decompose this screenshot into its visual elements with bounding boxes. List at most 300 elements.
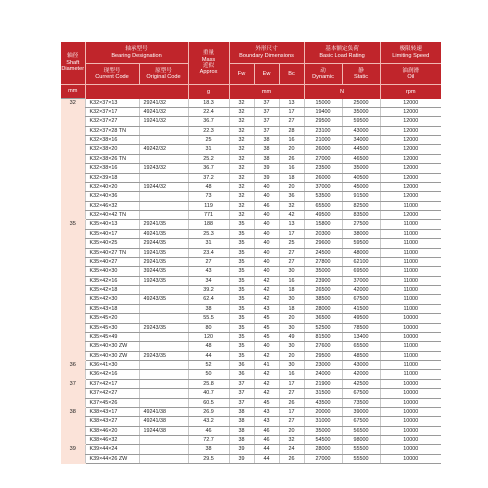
bearing-designation-header <box>85 42 188 64</box>
dynamic-load-cell: 29600 <box>304 239 342 248</box>
original-code-cell <box>139 379 188 388</box>
fw-cell: 32 <box>229 192 254 201</box>
fw-cell: 32 <box>229 164 254 173</box>
bc-cell: 27 <box>279 117 304 126</box>
bc-cell: 26 <box>279 454 304 463</box>
original-code-cell <box>139 154 188 163</box>
ew-cell: 45 <box>254 398 279 407</box>
original-code-header: 原型号 Original Code <box>139 64 188 85</box>
current-code-cell: K38×43×27 <box>85 417 139 426</box>
original-code-cell <box>139 286 188 295</box>
mass-cell: 55.5 <box>188 314 229 323</box>
current-code-cell: K35×40×30 ZW <box>85 351 139 360</box>
table-row <box>61 379 441 388</box>
current-code-cell: K35×43×18 <box>85 304 139 313</box>
dynamic-load-cell: 31500 <box>304 389 342 398</box>
bc-cell: 16 <box>279 370 304 379</box>
static-load-cell: 41500 <box>342 304 380 313</box>
dynamic-load-cell: 19400 <box>304 107 342 116</box>
fw-cell: 36 <box>229 370 254 379</box>
static-load-cell: 35000 <box>342 107 380 116</box>
ew-cell: 40 <box>254 211 279 220</box>
fw-cell: 35 <box>229 332 254 341</box>
mass-cell: 43.2 <box>188 417 229 426</box>
shaft-diameter-cell: 35 <box>61 220 85 361</box>
table-row <box>61 267 441 276</box>
mass-cell: 36.7 <box>188 117 229 126</box>
table-row <box>61 295 441 304</box>
unit-mm: mm <box>61 85 85 99</box>
dynamic-load-cell: 20300 <box>304 229 342 238</box>
fw-cell: 32 <box>229 126 254 135</box>
dynamic-load-cell: 81500 <box>304 332 342 341</box>
limiting-speed-cell: 10000 <box>380 407 441 416</box>
original-code-cell: 19241/35 <box>139 248 188 257</box>
original-code-cell <box>139 314 188 323</box>
current-code-cell: K32×38×16 <box>85 136 139 145</box>
bc-cell: 20 <box>279 351 304 360</box>
fw-cell: 35 <box>229 351 254 360</box>
limiting-speed-cell: 10000 <box>380 323 441 332</box>
mass-cell: 31 <box>188 145 229 154</box>
original-code-cell <box>139 211 188 220</box>
table-row <box>61 426 441 435</box>
limiting-speed-cell: 11000 <box>380 239 441 248</box>
ew-cell: 42 <box>254 389 279 398</box>
table-row <box>61 342 441 351</box>
limiting-speed-cell: 12000 <box>380 136 441 145</box>
bc-cell: 26 <box>279 154 304 163</box>
current-code-cell: K32×37×28 TN <box>85 126 139 135</box>
bc-cell: 28 <box>279 126 304 135</box>
static-load-cell: 13400 <box>342 332 380 341</box>
bearing-designation-en: Bearing Designation <box>111 52 162 59</box>
ew-cell: 40 <box>254 248 279 257</box>
bc-cell: 32 <box>279 436 304 445</box>
fw-cell: 39 <box>229 454 254 463</box>
current-code-cell: K39×44×26 ZW <box>85 454 139 463</box>
ew-cell: 40 <box>254 257 279 266</box>
bc-cell: 13 <box>279 99 304 108</box>
table-row <box>61 304 441 313</box>
original-code-cell <box>139 436 188 445</box>
current-code-cell: K36×41×30 <box>85 361 139 370</box>
fw-cell: 38 <box>229 426 254 435</box>
bc-cell: 30 <box>279 295 304 304</box>
fw-cell: 38 <box>229 417 254 426</box>
bc-cell: 24 <box>279 445 304 454</box>
table-row <box>61 323 441 332</box>
dynamic-load-cell: 15800 <box>304 220 342 229</box>
original-code-cell: 49243/35 <box>139 295 188 304</box>
ew-cell: 39 <box>254 173 279 182</box>
static-load-cell: 55500 <box>342 445 380 454</box>
dynamic-load-cell: 21900 <box>304 379 342 388</box>
current-code-cell: K32×46×32 <box>85 201 139 210</box>
original-code-cell <box>139 454 188 463</box>
limiting-speed-cell: 11000 <box>380 201 441 210</box>
static-load-cell: 65500 <box>342 342 380 351</box>
limiting-speed-cell: 10000 <box>380 454 441 463</box>
mass-cell: 771 <box>188 211 229 220</box>
boundary-dimensions-en: Boundary Dimensions <box>239 52 294 59</box>
original-code-cell: 49241/38 <box>139 407 188 416</box>
bc-cell: 30 <box>279 267 304 276</box>
static-load-cell: 56500 <box>342 426 380 435</box>
shaft-diameter-cell: 39 <box>61 445 85 464</box>
mass-cell: 34 <box>188 276 229 285</box>
oil-header: 油润滑 Oil <box>380 64 441 85</box>
fw-cell: 35 <box>229 304 254 313</box>
limiting-speed-cell: 12000 <box>380 126 441 135</box>
ew-cell: 46 <box>254 436 279 445</box>
limiting-speed-cell: 11000 <box>380 304 441 313</box>
limiting-speed-cell: 10000 <box>380 332 441 341</box>
table-row <box>61 407 441 416</box>
bc-cell: 20 <box>279 145 304 154</box>
static-load-cell: 48000 <box>342 248 380 257</box>
unit-rpm: rpm <box>380 85 441 99</box>
original-code-cell: 29241/35 <box>139 220 188 229</box>
mass-cell: 119 <box>188 201 229 210</box>
mass-cell: 80 <box>188 323 229 332</box>
fw-cell: 32 <box>229 211 254 220</box>
ew-cell: 45 <box>254 323 279 332</box>
current-code-cell: K37×45×26 <box>85 398 139 407</box>
ew-cell: 38 <box>254 154 279 163</box>
bc-cell: 25 <box>279 239 304 248</box>
dynamic-load-cell: 23100 <box>304 126 342 135</box>
table-body <box>61 99 441 464</box>
table-row <box>61 107 441 116</box>
ew-cell: 40 <box>254 229 279 238</box>
original-code-cell <box>139 370 188 379</box>
original-code-cell <box>139 389 188 398</box>
limiting-speed-cell: 11000 <box>380 276 441 285</box>
static-load-cell: 83500 <box>342 211 380 220</box>
bc-cell: 17 <box>279 407 304 416</box>
table-row <box>61 182 441 191</box>
dynamic-header: 动 Dynamic <box>304 64 342 85</box>
ew-cell: 37 <box>254 99 279 108</box>
fw-cell: 35 <box>229 295 254 304</box>
shaft-diameter-cell: 32 <box>61 99 85 220</box>
limiting-speed-cell: 11000 <box>380 248 441 257</box>
current-code-cell: K32×38×26 TN <box>85 154 139 163</box>
static-load-cell: 55500 <box>342 454 380 463</box>
current-code-cell: K37×42×17 <box>85 379 139 388</box>
current-code-cell: K32×40×42 TN <box>85 211 139 220</box>
dynamic-load-cell: 24000 <box>304 370 342 379</box>
dynamic-load-cell: 21000 <box>304 136 342 145</box>
mass-cell: 48 <box>188 182 229 191</box>
original-code-cell <box>139 126 188 135</box>
current-code-cell: K38×46×32 <box>85 436 139 445</box>
static-load-cell: 73500 <box>342 398 380 407</box>
table-row <box>61 136 441 145</box>
table-row <box>61 126 441 135</box>
limiting-speed-cell: 10000 <box>380 314 441 323</box>
dynamic-load-cell: 28000 <box>304 445 342 454</box>
mass-cell: 36.7 <box>188 164 229 173</box>
bc-cell: 49 <box>279 332 304 341</box>
bc-cell: 20 <box>279 182 304 191</box>
current-code-cell: K35×40×13 <box>85 220 139 229</box>
limiting-speed-cell: 10000 <box>380 426 441 435</box>
current-code-cell: K35×45×20 <box>85 314 139 323</box>
current-code-cell: K38×43×17 <box>85 407 139 416</box>
static-load-cell: 49500 <box>342 314 380 323</box>
static-load-cell: 82500 <box>342 201 380 210</box>
ew-header: Ew <box>254 64 279 85</box>
current-code-cell: K35×42×18 <box>85 286 139 295</box>
mass-cell: 44 <box>188 351 229 360</box>
fw-cell: 35 <box>229 239 254 248</box>
mass-cell: 26.9 <box>188 407 229 416</box>
shaft-diameter-header: 轴径 Shaft Diameter <box>61 42 85 85</box>
bc-cell: 42 <box>279 211 304 220</box>
bc-cell: 36 <box>279 192 304 201</box>
dynamic-load-cell: 23000 <box>304 361 342 370</box>
original-code-cell <box>139 192 188 201</box>
fw-cell: 32 <box>229 107 254 116</box>
ew-cell: 44 <box>254 445 279 454</box>
original-code-cell: 29243/35 <box>139 351 188 360</box>
fw-header: Fw <box>229 64 254 85</box>
shaft-diameter-cell: 38 <box>61 407 85 445</box>
ew-cell: 40 <box>254 220 279 229</box>
ew-cell: 41 <box>254 361 279 370</box>
shaft-diameter-cell: 37 <box>61 379 85 407</box>
limiting-speed-cell: 11000 <box>380 286 441 295</box>
mass-cell: 46 <box>188 426 229 435</box>
mass-cell: 27 <box>188 257 229 266</box>
dynamic-load-cell: 26500 <box>304 286 342 295</box>
original-code-cell: 29243/35 <box>139 323 188 332</box>
ew-cell: 37 <box>254 126 279 135</box>
unit-blank <box>85 85 188 99</box>
mass-cell: 25 <box>188 136 229 145</box>
table-row <box>61 332 441 341</box>
dynamic-load-cell: 29500 <box>304 117 342 126</box>
mass-cell: 62.4 <box>188 295 229 304</box>
original-code-cell <box>139 332 188 341</box>
original-code-cell: 19243/35 <box>139 276 188 285</box>
fw-cell: 32 <box>229 154 254 163</box>
limiting-speed-cell: 12000 <box>380 164 441 173</box>
static-load-cell: 98000 <box>342 436 380 445</box>
bc-cell: 16 <box>279 164 304 173</box>
bc-cell: 27 <box>279 257 304 266</box>
ew-cell: 45 <box>254 314 279 323</box>
mass-cell: 25.8 <box>188 379 229 388</box>
table-row <box>61 192 441 201</box>
table-row <box>61 436 441 445</box>
current-code-cell: K36×42×16 <box>85 370 139 379</box>
ew-cell: 42 <box>254 379 279 388</box>
bearing-designation-cn: 轴承型号 <box>125 46 148 53</box>
current-code-cell: K35×45×49 <box>85 332 139 341</box>
limiting-speed-cell: 11000 <box>380 361 441 370</box>
bc-header: Bc <box>279 64 304 85</box>
ew-cell: 42 <box>254 351 279 360</box>
ew-cell: 38 <box>254 145 279 154</box>
bc-cell: 32 <box>279 201 304 210</box>
dynamic-load-cell: 27000 <box>304 154 342 163</box>
static-load-cell: 42000 <box>342 286 380 295</box>
mass-cell: 60.5 <box>188 398 229 407</box>
mass-cell: 39.2 <box>188 286 229 295</box>
fw-cell: 35 <box>229 286 254 295</box>
bc-cell: 16 <box>279 276 304 285</box>
table-row <box>61 454 441 463</box>
fw-cell: 32 <box>229 182 254 191</box>
fw-cell: 32 <box>229 99 254 108</box>
static-load-cell: 45000 <box>342 182 380 191</box>
original-code-cell: 29241/35 <box>139 257 188 266</box>
dynamic-load-cell: 35000 <box>304 426 342 435</box>
current-code-cell: K35×40×30 ZW <box>85 342 139 351</box>
table-row <box>61 314 441 323</box>
mass-cell: 22.3 <box>188 126 229 135</box>
bc-cell: 27 <box>279 389 304 398</box>
original-code-cell: 49241/35 <box>139 229 188 238</box>
table-header <box>61 42 441 99</box>
limiting-speed-cell: 12000 <box>380 173 441 182</box>
table-row <box>61 417 441 426</box>
static-load-cell: 48500 <box>342 351 380 360</box>
limiting-speed-cell: 11000 <box>380 342 441 351</box>
bc-cell: 13 <box>279 220 304 229</box>
limiting-speed-cell: 10000 <box>380 417 441 426</box>
limiting-speed-cell: 10000 <box>380 445 441 454</box>
limiting-speed-cell: 11000 <box>380 295 441 304</box>
dynamic-load-cell: 20000 <box>304 407 342 416</box>
ew-cell: 44 <box>254 454 279 463</box>
bc-cell: 18 <box>279 286 304 295</box>
boundary-dimensions-cn: 外形尺寸 <box>255 46 278 53</box>
limiting-speed-cell: 10000 <box>380 389 441 398</box>
dynamic-load-cell: 43500 <box>304 398 342 407</box>
static-load-cell: 35000 <box>342 164 380 173</box>
ew-cell: 46 <box>254 201 279 210</box>
dynamic-load-cell: 31000 <box>304 417 342 426</box>
mass-header: 重量 Mass 近似 Approx <box>188 42 229 85</box>
original-code-cell: 19244/32 <box>139 182 188 191</box>
limiting-speed-cell: 10000 <box>380 436 441 445</box>
bc-cell: 30 <box>279 342 304 351</box>
bc-cell: 27 <box>279 417 304 426</box>
limiting-speed-cell: 11000 <box>380 257 441 266</box>
limiting-speed-cell: 11000 <box>380 229 441 238</box>
static-load-cell: 37000 <box>342 276 380 285</box>
fw-cell: 35 <box>229 257 254 266</box>
limiting-speed-cn: 极限转速 <box>399 46 422 53</box>
bearing-table <box>61 42 441 464</box>
static-load-cell: 42000 <box>342 370 380 379</box>
ew-cell: 40 <box>254 239 279 248</box>
table-row <box>61 276 441 285</box>
limiting-speed-cell: 10000 <box>380 379 441 388</box>
static-load-cell: 44500 <box>342 145 380 154</box>
static-load-cell: 43000 <box>342 361 380 370</box>
static-load-cell: 62100 <box>342 257 380 266</box>
limiting-speed-cell: 11000 <box>380 267 441 276</box>
table-row <box>61 117 441 126</box>
original-code-cell: 39244/35 <box>139 267 188 276</box>
original-code-cell: 19244/38 <box>139 426 188 435</box>
table-row <box>61 398 441 407</box>
current-code-cell: K35×40×25 <box>85 239 139 248</box>
limiting-speed-cell: 12000 <box>380 182 441 191</box>
ew-cell: 40 <box>254 342 279 351</box>
dynamic-load-cell: 65500 <box>304 201 342 210</box>
shaft-diameter-cell: 36 <box>61 361 85 380</box>
fw-cell: 35 <box>229 314 254 323</box>
fw-cell: 39 <box>229 445 254 454</box>
unit-g: g <box>188 85 229 99</box>
current-code-cell: K32×37×17 <box>85 107 139 116</box>
current-code-cell: K39×44×24 <box>85 445 139 454</box>
dynamic-load-cell: 35000 <box>304 267 342 276</box>
original-code-cell <box>139 136 188 145</box>
original-code-cell <box>139 304 188 313</box>
bc-cell: 20 <box>279 314 304 323</box>
table-row <box>61 229 441 238</box>
mass-cell: 120 <box>188 332 229 341</box>
ew-cell: 46 <box>254 426 279 435</box>
current-code-cell: K32×40×20 <box>85 182 139 191</box>
bc-cell: 27 <box>279 248 304 257</box>
bc-cell: 16 <box>279 136 304 145</box>
bc-cell: 17 <box>279 379 304 388</box>
bc-cell: 20 <box>279 426 304 435</box>
limiting-speed-cell: 11000 <box>380 351 441 360</box>
dynamic-load-cell: 27800 <box>304 257 342 266</box>
mass-cell: 38 <box>188 304 229 313</box>
static-load-cell: 67500 <box>342 295 380 304</box>
current-code-cell: K32×39×18 <box>85 173 139 182</box>
static-load-cell: 67500 <box>342 389 380 398</box>
dynamic-load-cell: 38500 <box>304 295 342 304</box>
current-code-cell: K35×40×17 <box>85 229 139 238</box>
table-row <box>61 201 441 210</box>
unit-dimension-mm: mm <box>229 85 304 99</box>
original-code-cell <box>139 201 188 210</box>
ew-cell: 40 <box>254 182 279 191</box>
table-row <box>61 220 441 229</box>
ew-cell: 39 <box>254 164 279 173</box>
current-code-cell: K35×40×27 TN <box>85 248 139 257</box>
static-load-cell: 39000 <box>342 407 380 416</box>
dynamic-load-cell: 52500 <box>304 323 342 332</box>
fw-cell: 32 <box>229 117 254 126</box>
bc-cell: 18 <box>279 173 304 182</box>
static-load-cell: 43000 <box>342 126 380 135</box>
dynamic-load-cell: 29500 <box>304 351 342 360</box>
original-code-cell <box>139 173 188 182</box>
ew-cell: 42 <box>254 276 279 285</box>
mass-cell: 25.3 <box>188 229 229 238</box>
current-code-cell: K37×42×27 <box>85 389 139 398</box>
fw-cell: 38 <box>229 407 254 416</box>
table-row <box>61 351 441 360</box>
static-load-cell: 78500 <box>342 323 380 332</box>
bc-cell: 17 <box>279 229 304 238</box>
dynamic-load-cell: 53500 <box>304 192 342 201</box>
mass-cell: 188 <box>188 220 229 229</box>
limiting-speed-cell: 12000 <box>380 192 441 201</box>
